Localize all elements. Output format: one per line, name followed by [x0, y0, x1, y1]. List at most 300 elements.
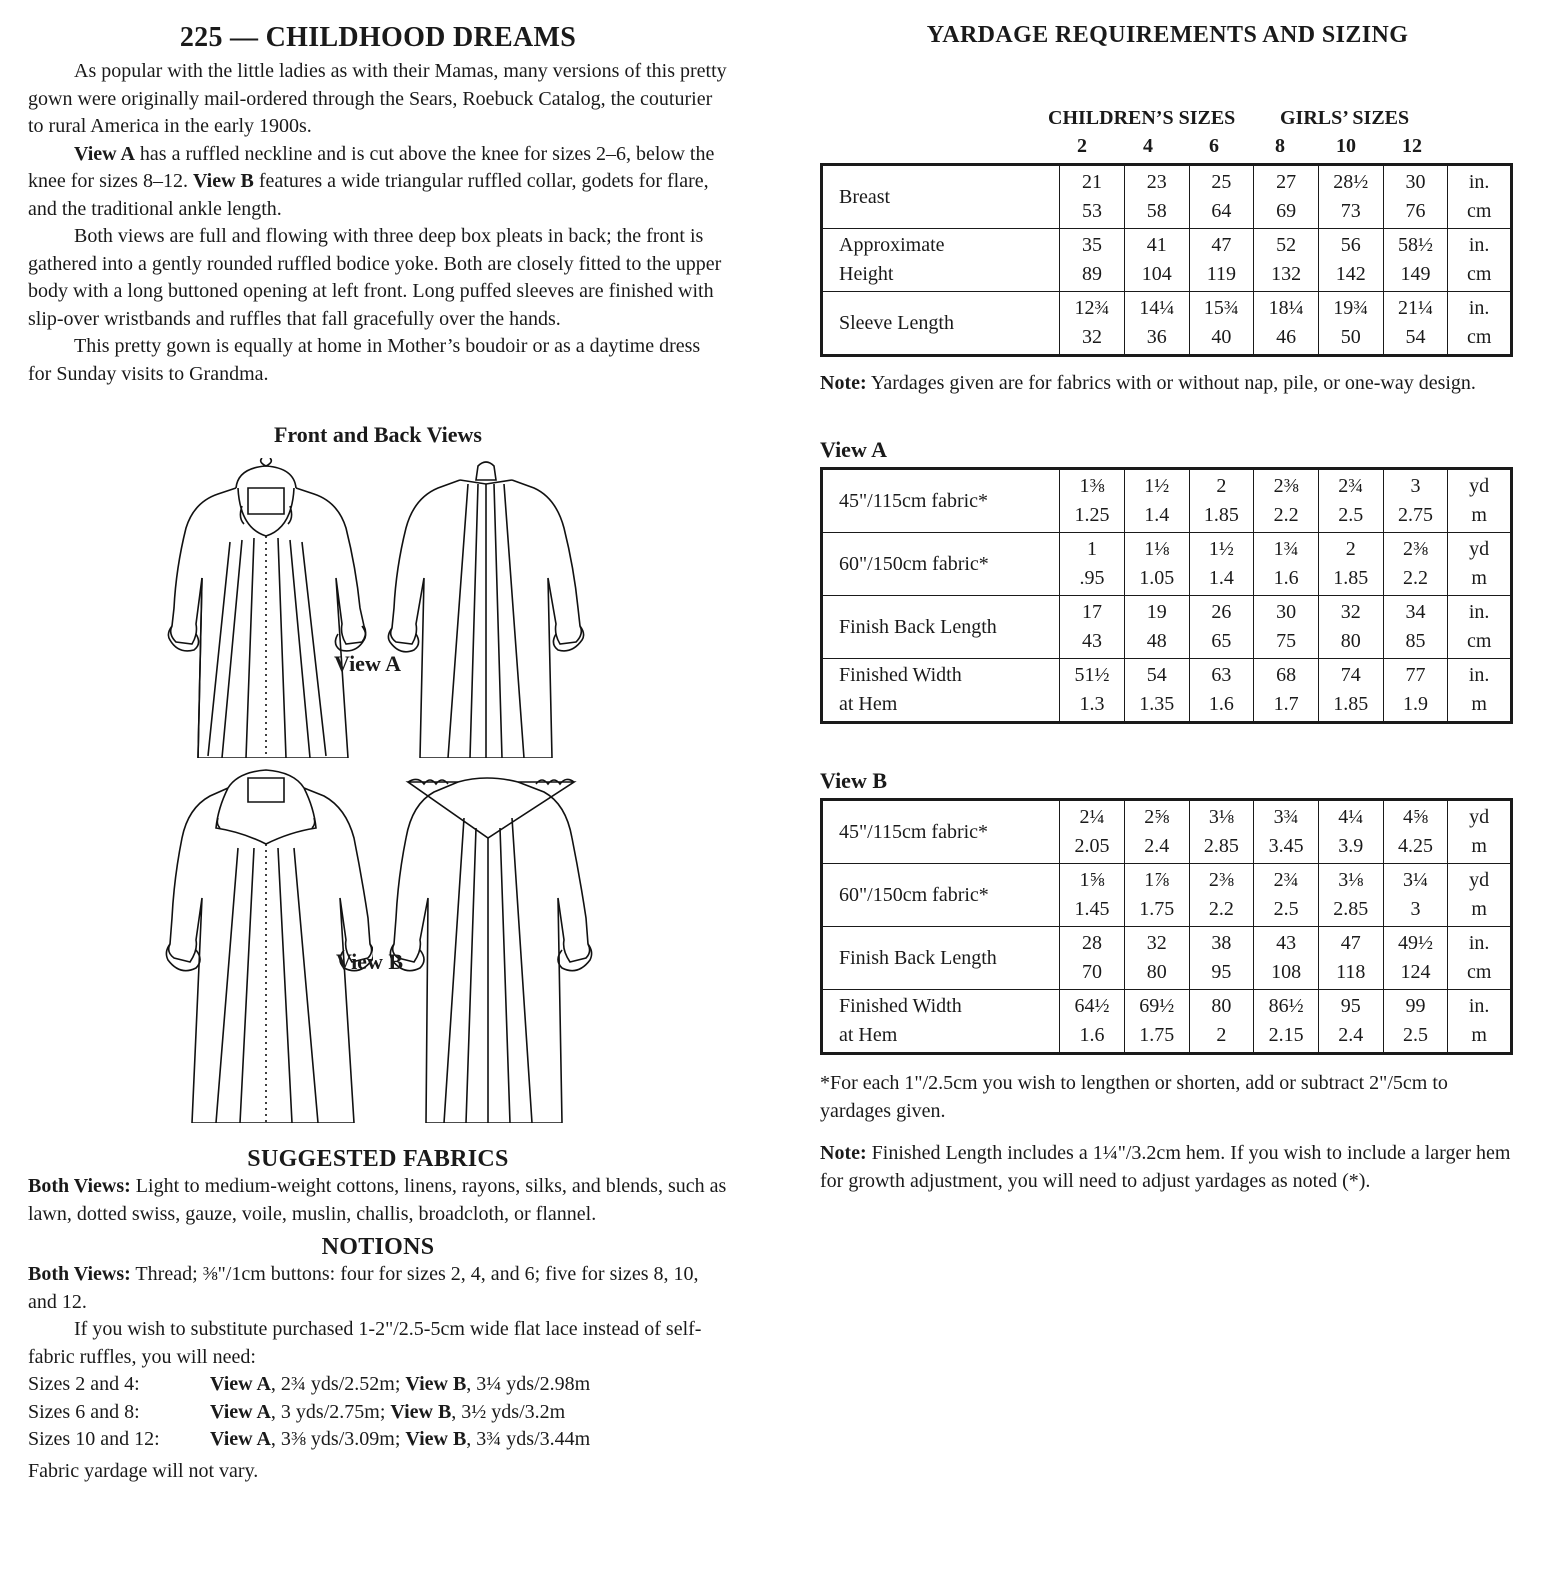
value-secondary: 118	[1336, 961, 1366, 983]
value-primary: 47	[1340, 932, 1361, 954]
unit-label: yd	[1469, 475, 1490, 497]
value-secondary: 2.85	[1333, 898, 1369, 920]
table-row	[822, 229, 1512, 292]
value-secondary: 43	[1082, 630, 1103, 652]
value-secondary: 2.5	[1402, 1024, 1428, 1046]
unit-label: in.	[1468, 995, 1490, 1017]
value-secondary: 1.25	[1074, 504, 1110, 526]
lace-view-b-value: , 3¼ yds/2.98m	[466, 1373, 591, 1395]
unit-label: cm	[1466, 326, 1492, 348]
value-primary: 58½	[1397, 234, 1433, 256]
value-secondary: 2.5	[1338, 504, 1364, 526]
value-secondary: 95	[1211, 961, 1232, 983]
table-row	[822, 165, 1512, 229]
lace-view-b-value: , 3¾ yds/3.44m	[466, 1428, 591, 1450]
value-secondary: 54	[1405, 326, 1426, 348]
table-row	[822, 533, 1512, 596]
value-secondary: 1.45	[1074, 898, 1110, 920]
value-primary: 77	[1405, 664, 1426, 686]
unit-label: m	[1471, 504, 1487, 526]
value-secondary: 2.05	[1074, 835, 1110, 857]
value-secondary: 36	[1146, 326, 1167, 348]
lace-view-a: View A	[210, 1428, 271, 1450]
size-number: 4	[1143, 135, 1153, 157]
unit-label: in.	[1468, 601, 1490, 623]
intro-paragraph-3	[28, 223, 728, 333]
value-primary: 21	[1082, 171, 1103, 193]
value-cell	[1383, 165, 1448, 229]
note-label: Note:	[820, 1142, 867, 1164]
row-label	[822, 596, 1060, 659]
value-primary: 63	[1211, 664, 1232, 686]
lace-view-a: View A	[210, 1400, 271, 1423]
unit-label: cm	[1466, 263, 1492, 285]
value-cell	[1254, 990, 1319, 1054]
value-secondary: 2	[1216, 1024, 1227, 1046]
value-secondary: 2.4	[1144, 835, 1170, 857]
value-primary: 32	[1340, 601, 1361, 623]
value-primary: 1¾	[1273, 538, 1299, 560]
unit-label: m	[1471, 898, 1487, 920]
intro-text-1: As popular with the little ladies as with their Mamas, many versions of this pretty gown were originally mail-ordered through the Sears, Roebuck Catalog, the couturier to rural America in the early 1900s.	[28, 60, 727, 137]
view-b-ref: View B	[192, 170, 254, 192]
unit-cell	[1448, 229, 1512, 292]
note-text: Finished Length includes a 1¼"/3.2cm hem. If you wish to include a larger hem for growth adjustment, you will need to adjust yardages as noted (*).	[820, 1142, 1511, 1192]
unit-cell	[1448, 990, 1512, 1054]
value-secondary: 4.25	[1397, 835, 1433, 857]
hem-note	[820, 1139, 1515, 1195]
value-primary: 12¾	[1074, 297, 1110, 319]
value-primary: 18¼	[1268, 297, 1304, 319]
value-cell	[1318, 292, 1383, 356]
value-primary: 1½	[1208, 538, 1234, 560]
value-cell	[1254, 596, 1319, 659]
value-primary: 41	[1146, 234, 1167, 256]
value-primary: 4⅝	[1402, 806, 1428, 828]
value-cell	[1318, 659, 1383, 723]
value-secondary: 108	[1271, 961, 1302, 983]
row-label-line: Height	[839, 263, 894, 285]
value-primary: 26	[1211, 601, 1232, 623]
value-cell	[1318, 469, 1383, 533]
value-primary: 56	[1340, 234, 1361, 256]
lace-sizes: Sizes 2 and 4:	[28, 1373, 140, 1395]
row-label-line: Finished Width	[839, 664, 962, 686]
value-cell	[1383, 990, 1448, 1054]
note-label: Note:	[820, 372, 867, 394]
value-cell	[1318, 596, 1383, 659]
value-cell	[1318, 533, 1383, 596]
notions-description: Thread; ⅜"/1cm buttons: four for sizes 2, 4, and 6; five for sizes 8, 10, and 12.	[28, 1263, 699, 1313]
value-primary: 2¼	[1079, 806, 1105, 828]
value-secondary: 1.75	[1139, 898, 1175, 920]
figure-title: Front and Back Views	[273, 422, 482, 447]
value-primary: 80	[1211, 995, 1232, 1017]
unit-label: in.	[1468, 664, 1490, 686]
value-primary: 2⅜	[1402, 538, 1428, 560]
view-b-back-illustration	[378, 768, 598, 1123]
value-primary: 2	[1216, 475, 1227, 497]
value-secondary: 1.7	[1273, 693, 1299, 715]
lace-view-b-value: , 3½ yds/3.2m	[451, 1400, 566, 1423]
value-secondary: 124	[1400, 961, 1431, 983]
value-cell	[1124, 596, 1189, 659]
value-cell	[1383, 659, 1448, 723]
intro-text-4: This pretty gown is equally at home in Mother’s boudoir or as a daytime dress for Sunday visits to Grandma.	[28, 335, 701, 385]
value-secondary: 1.05	[1139, 567, 1175, 589]
unit-label: in.	[1468, 234, 1490, 256]
value-primary: 21¼	[1397, 297, 1433, 319]
value-cell	[1060, 659, 1125, 723]
value-cell	[1124, 292, 1189, 356]
value-primary: 54	[1146, 664, 1167, 686]
unit-label: m	[1471, 693, 1487, 715]
view-a-front-illustration	[158, 458, 373, 758]
value-cell	[1060, 533, 1125, 596]
table-row	[822, 990, 1512, 1054]
value-cell	[1189, 596, 1254, 659]
value-secondary: 2.15	[1268, 1024, 1304, 1046]
value-primary: 32	[1146, 932, 1167, 954]
value-primary: 64½	[1074, 995, 1110, 1017]
value-secondary: .95	[1079, 567, 1105, 589]
gown-illustrations	[28, 458, 728, 1148]
value-primary: 17	[1082, 601, 1103, 623]
value-secondary: 132	[1271, 263, 1302, 285]
intro-paragraph-4	[28, 333, 728, 388]
value-cell	[1189, 533, 1254, 596]
row-label-line: at Hem	[839, 693, 898, 715]
size-number: 6	[1209, 135, 1219, 157]
unit-label: yd	[1469, 806, 1490, 828]
row-label-line: Finish Back Length	[839, 946, 997, 969]
value-secondary: 142	[1335, 263, 1366, 285]
value-secondary: 2.85	[1203, 835, 1239, 857]
row-label-line: Approximate	[839, 234, 945, 256]
unit-cell	[1448, 165, 1512, 229]
intro-text-2a: has a ruffled neckline and is cut above the knee for sizes 2–6, below the knee for sizes 8–12.	[28, 142, 715, 192]
unit-label: yd	[1469, 538, 1490, 560]
value-secondary: 2.2	[1208, 898, 1234, 920]
value-secondary: 48	[1146, 630, 1167, 652]
value-cell	[1124, 864, 1189, 927]
value-secondary: 75	[1276, 630, 1297, 652]
lace-view-a-value: , 3 yds/2.75m;	[270, 1400, 391, 1423]
value-primary: 35	[1082, 234, 1103, 256]
value-primary: 2⅜	[1208, 869, 1234, 891]
closing-text: Fabric yardage will not vary.	[28, 1459, 259, 1482]
value-secondary: 3.9	[1338, 835, 1364, 857]
value-cell	[1318, 927, 1383, 990]
unit-label: cm	[1466, 200, 1492, 222]
lace-values	[210, 1426, 590, 1454]
value-primary: 4¼	[1338, 806, 1364, 828]
row-label	[822, 469, 1060, 533]
view-a-title: View A	[820, 437, 888, 462]
value-cell	[1318, 800, 1383, 864]
value-cell	[1060, 864, 1125, 927]
unit-cell	[1448, 659, 1512, 723]
value-primary: 30	[1405, 171, 1426, 193]
value-cell	[1254, 229, 1319, 292]
value-primary: 19¾	[1333, 297, 1369, 319]
value-primary: 30	[1276, 601, 1297, 623]
row-label-line: Sleeve Length	[839, 311, 954, 334]
value-primary: 86½	[1268, 995, 1304, 1017]
size-number: 2	[1077, 135, 1087, 157]
table-row	[822, 596, 1512, 659]
value-primary: 1⅛	[1144, 538, 1170, 560]
row-label	[822, 927, 1060, 990]
intro-paragraph-1	[28, 58, 728, 141]
value-secondary: 2.2	[1402, 567, 1428, 589]
row-label-line: 60"/150cm fabric*	[839, 883, 989, 906]
unit-cell	[1448, 292, 1512, 356]
unit-label: cm	[1466, 630, 1492, 652]
lace-view-b: View B	[405, 1428, 467, 1450]
value-cell	[1383, 864, 1448, 927]
value-cell	[1189, 659, 1254, 723]
value-secondary: 76	[1405, 200, 1426, 222]
view-a-table	[820, 467, 1513, 724]
value-secondary: 40	[1211, 326, 1232, 348]
value-primary: 52	[1276, 234, 1297, 256]
value-secondary: 3.45	[1268, 835, 1304, 857]
table-row	[822, 800, 1512, 864]
lace-view-a-value: , 3⅜ yds/3.09m;	[270, 1428, 406, 1450]
value-cell	[1060, 927, 1125, 990]
value-secondary: 2.5	[1273, 898, 1299, 920]
value-primary: 3¾	[1273, 806, 1299, 828]
row-label	[822, 990, 1060, 1054]
row-label	[822, 229, 1060, 292]
value-secondary: 65	[1211, 630, 1232, 652]
lace-sizes: Sizes 10 and 12:	[28, 1428, 160, 1450]
value-cell	[1124, 533, 1189, 596]
value-cell	[1254, 533, 1319, 596]
size-number: 8	[1275, 135, 1285, 157]
view-b-title: View B	[820, 768, 888, 793]
value-primary: 14¼	[1139, 297, 1175, 319]
nap-note	[820, 369, 1515, 397]
unit-label: m	[1471, 567, 1487, 589]
row-label-line: 45"/115cm fabric*	[839, 820, 989, 843]
row-label	[822, 533, 1060, 596]
value-cell	[1254, 165, 1319, 229]
unit-label: in.	[1468, 171, 1490, 193]
value-secondary: 70	[1082, 961, 1103, 983]
row-label	[822, 292, 1060, 356]
value-secondary: 73	[1340, 200, 1361, 222]
value-cell	[1383, 596, 1448, 659]
value-cell	[1318, 864, 1383, 927]
value-cell	[1383, 533, 1448, 596]
value-primary: 3	[1410, 475, 1421, 497]
value-cell	[1189, 469, 1254, 533]
value-primary: 1⅞	[1144, 869, 1170, 891]
lace-values	[210, 1371, 590, 1399]
intro-text-3: Both views are full and flowing with three deep box pleats in back; the front is gathered into a gently rounded ruffled bodice yoke. Both are closely fitted to the upper body with a long buttoned opening at left front. Long puffed sleeves are finished with slip-over wristbands and ruffles that fall gracefully over the hands.	[28, 225, 722, 330]
row-label-line: Finished Width	[839, 995, 962, 1017]
value-primary: 1½	[1144, 475, 1170, 497]
row-label	[822, 800, 1060, 864]
value-secondary: 53	[1082, 200, 1103, 222]
table-row	[822, 469, 1512, 533]
notions-label: Both Views:	[28, 1263, 131, 1285]
view-b-front-illustration	[158, 768, 373, 1123]
value-cell	[1060, 800, 1125, 864]
intro-text	[28, 58, 728, 388]
value-primary: 3⅛	[1338, 869, 1364, 891]
lace-view-b: View B	[405, 1373, 467, 1395]
lace-text: If you wish to substitute purchased 1-2"/2.5-5cm wide flat lace instead of self-fabric ruffles, you will need:	[28, 1318, 702, 1368]
value-cell	[1124, 800, 1189, 864]
view-b-table	[820, 798, 1513, 1055]
unit-cell	[1448, 927, 1512, 990]
value-secondary: 32	[1082, 326, 1103, 348]
value-cell	[1124, 229, 1189, 292]
value-secondary: 58	[1146, 200, 1167, 222]
value-cell	[1124, 165, 1189, 229]
value-cell	[1383, 927, 1448, 990]
value-primary: 69½	[1139, 995, 1175, 1017]
value-cell	[1189, 165, 1254, 229]
value-cell	[1189, 990, 1254, 1054]
fabrics-title: SUGGESTED FABRICS	[247, 1146, 509, 1172]
lace-values	[210, 1399, 565, 1427]
value-cell	[1060, 292, 1125, 356]
value-primary: 28½	[1333, 171, 1369, 193]
lace-sizes: Sizes 6 and 8:	[28, 1400, 140, 1423]
table-row	[822, 927, 1512, 990]
row-label	[822, 659, 1060, 723]
pattern-title: 225 — CHILDHOOD DREAMS	[179, 22, 577, 53]
value-secondary: 1.85	[1203, 504, 1239, 526]
value-cell	[1383, 229, 1448, 292]
lace-row	[28, 1371, 728, 1399]
view-a-label: View A	[334, 651, 402, 676]
size-header	[820, 107, 1515, 163]
value-secondary: 85	[1405, 630, 1426, 652]
value-secondary: 1.6	[1273, 567, 1299, 589]
value-cell	[1189, 800, 1254, 864]
intro-text-2b: features a wide triangular ruffled collar, godets for flare, and the traditional ankle length.	[28, 170, 709, 220]
unit-label: yd	[1469, 869, 1490, 891]
value-cell	[1189, 292, 1254, 356]
lace-row	[28, 1426, 728, 1454]
unit-cell	[1448, 596, 1512, 659]
value-secondary: 119	[1206, 263, 1237, 285]
value-primary: 28	[1082, 932, 1103, 954]
unit-cell	[1448, 800, 1512, 864]
value-primary: 19	[1146, 601, 1167, 623]
unit-cell	[1448, 469, 1512, 533]
value-cell	[1124, 990, 1189, 1054]
value-secondary: 1.4	[1208, 567, 1234, 589]
value-cell	[1254, 864, 1319, 927]
table-row	[822, 659, 1512, 723]
size-number: 10	[1336, 135, 1356, 157]
value-primary: 47	[1211, 234, 1232, 256]
value-cell	[1060, 596, 1125, 659]
row-label-line: Finish Back Length	[839, 615, 997, 638]
value-secondary: 1.75	[1139, 1024, 1175, 1046]
row-label-line: Breast	[839, 185, 891, 208]
value-cell	[1254, 469, 1319, 533]
size-number: 12	[1402, 135, 1422, 157]
value-secondary: 3	[1410, 898, 1421, 920]
value-cell	[1124, 469, 1189, 533]
row-label-line: 45"/115cm fabric*	[839, 489, 989, 512]
value-secondary: 149	[1400, 263, 1431, 285]
yardage-title: YARDAGE REQUIREMENTS AND SIZING	[926, 22, 1409, 48]
value-secondary: 80	[1146, 961, 1167, 983]
value-primary: 2⅝	[1144, 806, 1170, 828]
value-cell	[1060, 469, 1125, 533]
right-column	[820, 0, 1515, 1195]
value-secondary: 46	[1276, 326, 1297, 348]
left-column	[28, 0, 728, 1485]
value-secondary: 64	[1211, 200, 1232, 222]
value-primary: 1	[1087, 538, 1098, 560]
value-cell	[1254, 659, 1319, 723]
value-primary: 3¼	[1402, 869, 1428, 891]
lace-view-a: View A	[210, 1373, 271, 1395]
value-cell	[1254, 800, 1319, 864]
notions-title: NOTIONS	[321, 1234, 435, 1260]
value-cell	[1060, 165, 1125, 229]
value-primary: 49½	[1397, 932, 1433, 954]
lace-view-b: View B	[390, 1400, 452, 1423]
value-cell	[1124, 927, 1189, 990]
unit-cell	[1448, 864, 1512, 927]
value-primary: 1⅜	[1079, 475, 1105, 497]
lace-view-a-value: , 2¾ yds/2.52m;	[270, 1373, 406, 1395]
table-row	[822, 292, 1512, 356]
value-primary: 43	[1276, 932, 1297, 954]
unit-label: cm	[1466, 961, 1492, 983]
view-a-back-illustration	[378, 458, 593, 758]
row-label	[822, 165, 1060, 229]
value-primary: 74	[1340, 664, 1361, 686]
value-primary: 2¾	[1338, 475, 1364, 497]
table-row	[822, 864, 1512, 927]
value-primary: 38	[1211, 932, 1232, 954]
unit-label: in.	[1468, 932, 1490, 954]
value-primary: 51½	[1074, 664, 1110, 686]
value-cell	[1060, 229, 1125, 292]
view-b-label: View B	[336, 949, 404, 974]
row-label	[822, 864, 1060, 927]
value-secondary: 2.4	[1338, 1024, 1364, 1046]
fabrics-text	[28, 1173, 728, 1228]
value-primary: 27	[1276, 171, 1297, 193]
value-cell	[1124, 659, 1189, 723]
fabrics-description: Light to medium-weight cottons, linens, rayons, silks, and blends, such as lawn, dotted swiss, gauze, voile, muslin, challis, broadcloth, or flannel.	[28, 1175, 727, 1225]
footnote: *For each 1"/2.5cm you wish to lengthen or shorten, add or subtract 2"/5cm to yardages given.	[820, 1072, 1448, 1122]
value-primary: 2¾	[1273, 869, 1299, 891]
value-secondary: 1.6	[1208, 693, 1234, 715]
row-label-line: 60"/150cm fabric*	[839, 552, 989, 575]
unit-label: m	[1471, 1024, 1487, 1046]
value-secondary: 1.9	[1402, 693, 1428, 715]
value-cell	[1060, 990, 1125, 1054]
value-secondary: 1.6	[1079, 1024, 1105, 1046]
value-primary: 1⅝	[1079, 869, 1105, 891]
value-secondary: 2.2	[1273, 504, 1299, 526]
value-secondary: 1.85	[1333, 567, 1369, 589]
value-primary: 15¾	[1203, 297, 1239, 319]
